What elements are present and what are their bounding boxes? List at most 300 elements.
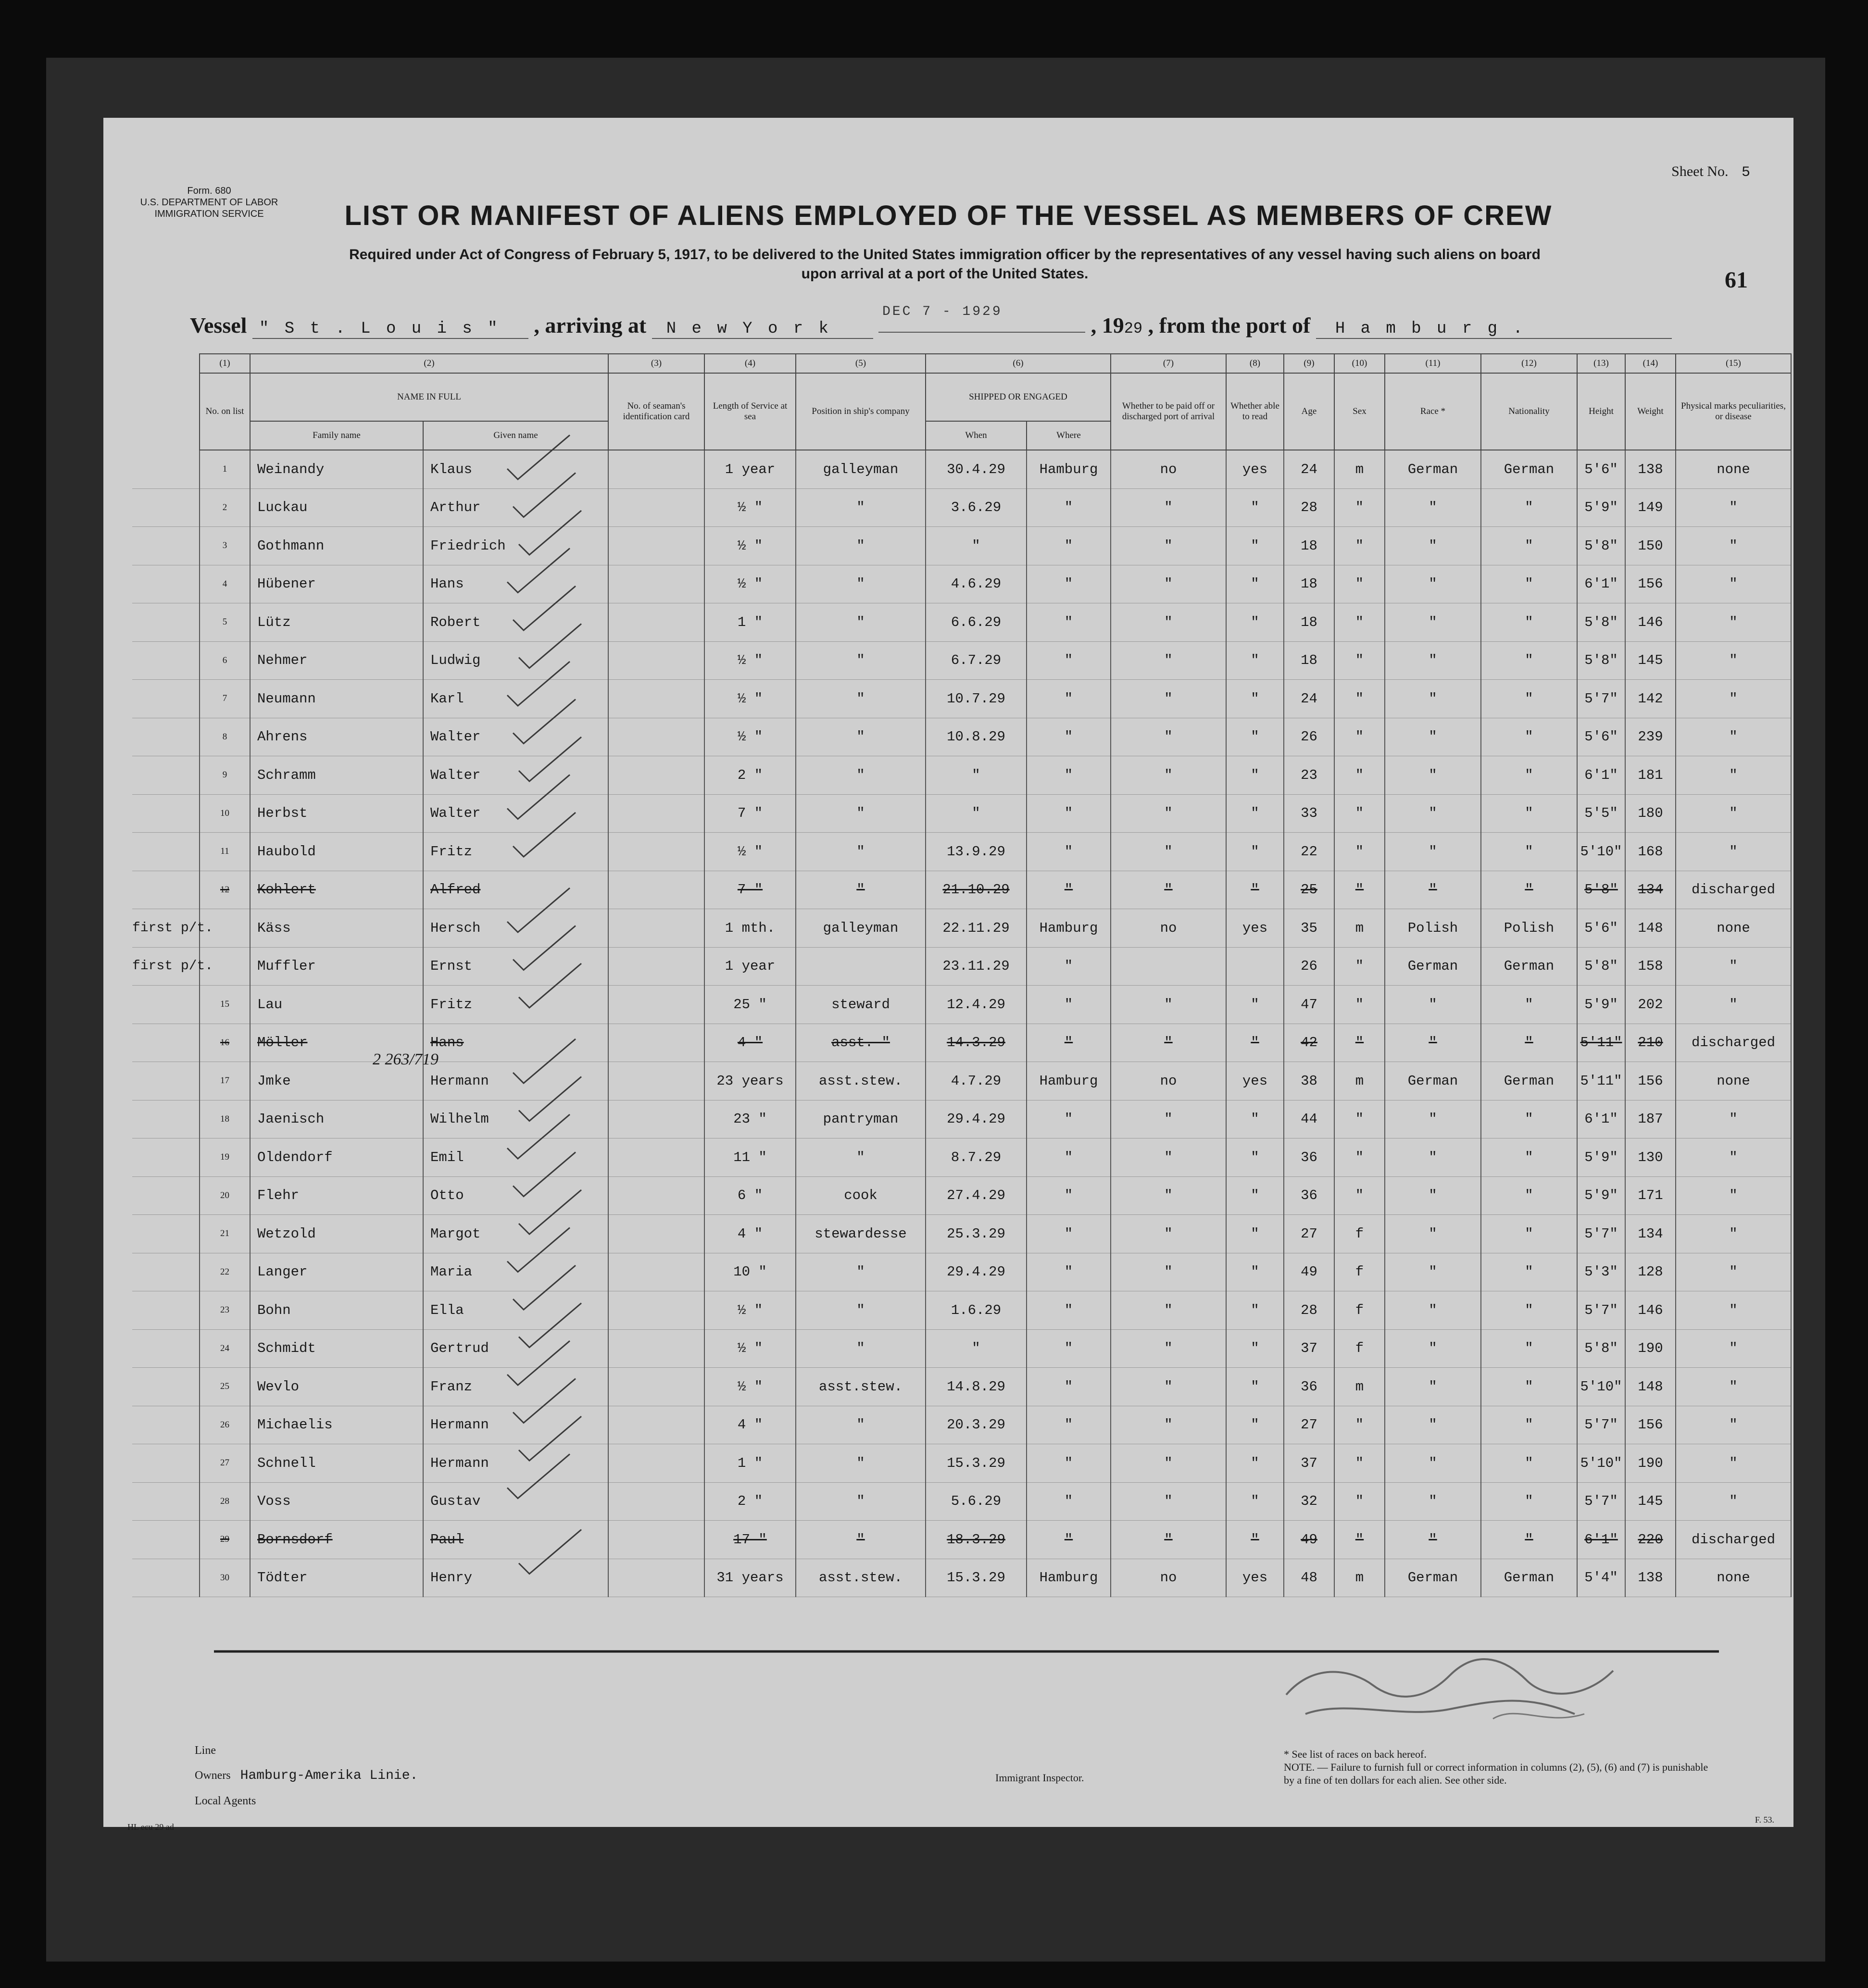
position: asst. ": [796, 1024, 926, 1062]
row-number: 26: [200, 1406, 250, 1444]
paid-off: ": [1111, 527, 1226, 565]
weight: 134: [1625, 871, 1676, 909]
race: ": [1385, 833, 1481, 871]
family-name: Bornsdorf: [250, 1521, 423, 1559]
length-of-service: 23 years: [704, 1062, 796, 1100]
sex: ": [1334, 603, 1385, 642]
col-7-header: Whether to be paid off or discharged port of arrival: [1111, 373, 1226, 450]
inspector-label: Immigrant Inspector.: [995, 1772, 1084, 1784]
paid-off: no: [1111, 1062, 1226, 1100]
family-name: Haubold: [250, 833, 423, 871]
family-name: Nehmer: [250, 641, 423, 680]
weight: 171: [1625, 1176, 1676, 1215]
able-to-read: ": [1226, 488, 1284, 527]
paid-off: no: [1111, 909, 1226, 948]
given-name: Walter: [423, 794, 608, 833]
position: ": [796, 718, 926, 756]
height: 5'7": [1577, 680, 1625, 718]
nationality: ": [1481, 794, 1577, 833]
race: ": [1385, 527, 1481, 565]
row-number: 1: [200, 450, 250, 488]
paid-off: ": [1111, 565, 1226, 603]
nationality: ": [1481, 1176, 1577, 1215]
age: 27: [1284, 1406, 1334, 1444]
shipped-where: ": [1027, 488, 1111, 527]
length-of-service: 23 ": [704, 1100, 796, 1138]
given-name: Hans: [423, 565, 608, 603]
shipped-when: 23.11.29: [926, 947, 1027, 986]
family-name: Jaenisch: [250, 1100, 423, 1138]
height: 5'10": [1577, 1444, 1625, 1483]
age: 36: [1284, 1368, 1334, 1406]
physical-marks: none: [1676, 1062, 1791, 1100]
family-name: Michaelis: [250, 1406, 423, 1444]
paid-off: ": [1111, 603, 1226, 642]
weight: 156: [1625, 565, 1676, 603]
physical-marks: ": [1676, 1482, 1791, 1521]
given-name: Fritz: [423, 833, 608, 871]
shipped-when: 4.7.29: [926, 1062, 1027, 1100]
row-number: 18: [200, 1100, 250, 1138]
arriving-label: , arriving at: [534, 313, 647, 338]
given-name: Margot: [423, 1215, 608, 1253]
weight: 134: [1625, 1215, 1676, 1253]
weight: 210: [1625, 1024, 1676, 1062]
paid-off: ": [1111, 1406, 1226, 1444]
given-name: Hermann: [423, 1062, 608, 1100]
length-of-service: 2 ": [704, 756, 796, 795]
weight: 148: [1625, 1368, 1676, 1406]
row-number: 19: [200, 1138, 250, 1177]
race: ": [1385, 1024, 1481, 1062]
col-10-number: (10): [1334, 354, 1385, 373]
paid-off: ": [1111, 680, 1226, 718]
shipped-when: 3.6.29: [926, 488, 1027, 527]
age: 49: [1284, 1521, 1334, 1559]
weight: 168: [1625, 833, 1676, 871]
weight: 187: [1625, 1100, 1676, 1138]
able-to-read: ": [1226, 1100, 1284, 1138]
sex: ": [1334, 1138, 1385, 1177]
race: ": [1385, 871, 1481, 909]
col-1-number: (1): [200, 354, 250, 373]
age: 36: [1284, 1176, 1334, 1215]
able-to-read: ": [1226, 986, 1284, 1024]
shipped-when: 18.3.29: [926, 1521, 1027, 1559]
length-of-service: ½ ": [704, 488, 796, 527]
length-of-service: 7 ": [704, 871, 796, 909]
length-of-service: ½ ": [704, 680, 796, 718]
family-name: Weinandy: [250, 450, 423, 488]
length-of-service: 31 years: [704, 1559, 796, 1597]
col-12-header: Nationality: [1481, 373, 1577, 450]
length-of-service: 1 ": [704, 1444, 796, 1483]
sex: ": [1334, 756, 1385, 795]
given-name: Ernst: [423, 947, 608, 986]
age: 28: [1284, 488, 1334, 527]
col-12-number: (12): [1481, 354, 1577, 373]
height: 5'8": [1577, 1329, 1625, 1368]
sex: ": [1334, 947, 1385, 986]
shipped-where: ": [1027, 527, 1111, 565]
sex: m: [1334, 1062, 1385, 1100]
height: 5'8": [1577, 527, 1625, 565]
paid-off: ": [1111, 871, 1226, 909]
height: 5'10": [1577, 833, 1625, 871]
shipped-when: 15.3.29: [926, 1559, 1027, 1597]
given-name: Robert: [423, 603, 608, 642]
shipped-where: ": [1027, 1215, 1111, 1253]
age: 48: [1284, 1559, 1334, 1597]
paid-off: ": [1111, 1521, 1226, 1559]
given-name: Gustav: [423, 1482, 608, 1521]
race: ": [1385, 718, 1481, 756]
sex: ": [1334, 1100, 1385, 1138]
form-number: Form. 680: [187, 186, 231, 196]
race: Polish: [1385, 909, 1481, 948]
length-of-service: ½ ": [704, 1329, 796, 1368]
length-of-service: 4 ": [704, 1406, 796, 1444]
weight: 150: [1625, 527, 1676, 565]
physical-marks: discharged: [1676, 871, 1791, 909]
height: 5'8": [1577, 871, 1625, 909]
vessel-name: " S t . L o u i s ": [252, 320, 528, 339]
position: asst.stew.: [796, 1368, 926, 1406]
given-name: Hermann: [423, 1444, 608, 1483]
footnote-races: * See list of races on back hereof.: [1284, 1748, 1427, 1760]
given-name: Henry: [423, 1559, 608, 1597]
race: ": [1385, 1176, 1481, 1215]
form-code: F. 53.: [1755, 1815, 1774, 1825]
able-to-read: ": [1226, 1291, 1284, 1330]
sex: ": [1334, 1176, 1385, 1215]
physical-marks: ": [1676, 947, 1791, 986]
family-name: Ahrens: [250, 718, 423, 756]
shipped-where: Hamburg: [1027, 450, 1111, 488]
able-to-read: ": [1226, 794, 1284, 833]
length-of-service: 1 mth.: [704, 909, 796, 948]
given-name: Hermann: [423, 1406, 608, 1444]
age: 25: [1284, 871, 1334, 909]
weight: 138: [1625, 450, 1676, 488]
row-number: 27: [200, 1444, 250, 1483]
able-to-read: ": [1226, 565, 1284, 603]
position: cook: [796, 1176, 926, 1215]
race: German: [1385, 450, 1481, 488]
position: ": [796, 1138, 926, 1177]
height: 5'5": [1577, 794, 1625, 833]
able-to-read: ": [1226, 1215, 1284, 1253]
given-name: Paul: [423, 1521, 608, 1559]
sex: ": [1334, 488, 1385, 527]
row-number: 23: [200, 1291, 250, 1330]
nationality: ": [1481, 1406, 1577, 1444]
col-5-header: Position in ship's company: [796, 373, 926, 450]
sex: ": [1334, 1482, 1385, 1521]
family-name: Neumann: [250, 680, 423, 718]
row-number: 25: [200, 1368, 250, 1406]
position: ": [796, 1406, 926, 1444]
height: 5'7": [1577, 1482, 1625, 1521]
shipped-where: ": [1027, 1329, 1111, 1368]
family-name: Oldendorf: [250, 1138, 423, 1177]
sheet-number-value: 5: [1741, 164, 1750, 181]
height: 5'6": [1577, 909, 1625, 948]
col-3-header: No. of seaman's identification card: [608, 373, 704, 450]
able-to-read: ": [1226, 680, 1284, 718]
paid-off: ": [1111, 1368, 1226, 1406]
physical-marks: ": [1676, 1329, 1791, 1368]
shipped-where: Hamburg: [1027, 1559, 1111, 1597]
line-label: Line: [195, 1744, 216, 1757]
race: ": [1385, 756, 1481, 795]
age: 38: [1284, 1062, 1334, 1100]
family-name: Jmke: [250, 1062, 423, 1100]
physical-marks: ": [1676, 603, 1791, 642]
sex: ": [1334, 527, 1385, 565]
height: 5'9": [1577, 1138, 1625, 1177]
weight: 138: [1625, 1559, 1676, 1597]
length-of-service: ½ ": [704, 833, 796, 871]
able-to-read: ": [1226, 603, 1284, 642]
sex: ": [1334, 986, 1385, 1024]
col-7-number: (7): [1111, 354, 1226, 373]
weight: 145: [1625, 1482, 1676, 1521]
able-to-read: yes: [1226, 909, 1284, 948]
race: ": [1385, 565, 1481, 603]
race: ": [1385, 1521, 1481, 1559]
shipped-where: ": [1027, 756, 1111, 795]
physical-marks: discharged: [1676, 1521, 1791, 1559]
weight: 180: [1625, 794, 1676, 833]
age: 47: [1284, 986, 1334, 1024]
shipped-when: 10.7.29: [926, 680, 1027, 718]
paid-off: ": [1111, 1215, 1226, 1253]
position: ": [796, 833, 926, 871]
physical-marks: ": [1676, 1215, 1791, 1253]
from-label: , from the port of: [1148, 313, 1311, 338]
shipped-when: 13.9.29: [926, 833, 1027, 871]
physical-marks: ": [1676, 1291, 1791, 1330]
length-of-service: 6 ": [704, 1176, 796, 1215]
physical-marks: ": [1676, 527, 1791, 565]
family-name: Voss: [250, 1482, 423, 1521]
position: ": [796, 603, 926, 642]
age: 18: [1284, 603, 1334, 642]
vessel-label: Vessel: [190, 313, 247, 338]
shipped-where: ": [1027, 1368, 1111, 1406]
paid-off: ": [1111, 1291, 1226, 1330]
page-title: LIST OR MANIFEST OF ALIENS EMPLOYED OF THE VESSEL AS MEMBERS OF CREW: [344, 200, 1553, 231]
row-number: 12: [200, 871, 250, 909]
shipped-where: ": [1027, 1176, 1111, 1215]
stamp-number: 61: [1725, 267, 1748, 293]
age: 36: [1284, 1138, 1334, 1177]
family-name: Tödter: [250, 1559, 423, 1597]
row-number: 10: [200, 794, 250, 833]
shipped-when: 8.7.29: [926, 1138, 1027, 1177]
weight: 148: [1625, 909, 1676, 948]
length-of-service: ½ ": [704, 641, 796, 680]
shipped-when: 14.8.29: [926, 1368, 1027, 1406]
col-13-header: Height: [1577, 373, 1625, 450]
given-name: Ludwig: [423, 641, 608, 680]
paid-off: ": [1111, 1024, 1226, 1062]
row-number: 7: [200, 680, 250, 718]
closing-line: [103, 118, 1793, 1827]
nationality: ": [1481, 1368, 1577, 1406]
race: ": [1385, 1368, 1481, 1406]
row-number: 8: [200, 718, 250, 756]
footnote: [1284, 1748, 1717, 1787]
col-6-header: SHIPPED OR ENGAGED: [926, 373, 1111, 421]
inspector-signature: [1277, 1642, 1642, 1733]
position: galleyman: [796, 450, 926, 488]
weight: 190: [1625, 1329, 1676, 1368]
race: ": [1385, 1291, 1481, 1330]
able-to-read: ": [1226, 1253, 1284, 1291]
weight: 158: [1625, 947, 1676, 986]
shipped-where: ": [1027, 1100, 1111, 1138]
sex: ": [1334, 1444, 1385, 1483]
service-name: IMMIGRATION SERVICE: [154, 209, 264, 219]
length-of-service: ½ ": [704, 718, 796, 756]
position: ": [796, 641, 926, 680]
row-number: 15: [200, 986, 250, 1024]
sex: f: [1334, 1329, 1385, 1368]
paid-off: ": [1111, 1176, 1226, 1215]
race: ": [1385, 680, 1481, 718]
shipped-where: ": [1027, 603, 1111, 642]
physical-marks: ": [1676, 718, 1791, 756]
nationality: ": [1481, 641, 1577, 680]
col-2-header: NAME IN FULL: [250, 373, 608, 421]
weight: 130: [1625, 1138, 1676, 1177]
position: ": [796, 871, 926, 909]
length-of-service: 17 ": [704, 1521, 796, 1559]
race: ": [1385, 1138, 1481, 1177]
given-name: Emil: [423, 1138, 608, 1177]
physical-marks: ": [1676, 565, 1791, 603]
shipped-when: 21.10.29: [926, 871, 1027, 909]
col-5-number: (5): [796, 354, 926, 373]
physical-marks: ": [1676, 1253, 1791, 1291]
height: 5'4": [1577, 1559, 1625, 1597]
shipped-where: ": [1027, 1482, 1111, 1521]
length-of-service: ½ ": [704, 1291, 796, 1330]
shipped-where: ": [1027, 1521, 1111, 1559]
position: ": [796, 1253, 926, 1291]
height: 5'10": [1577, 1368, 1625, 1406]
col-15-number: (15): [1676, 354, 1791, 373]
length-of-service: 2 ": [704, 1482, 796, 1521]
given-name: Walter: [423, 756, 608, 795]
col-6-number: (6): [926, 354, 1111, 373]
weight: 156: [1625, 1062, 1676, 1100]
race: ": [1385, 603, 1481, 642]
able-to-read: ": [1226, 527, 1284, 565]
position: asst.stew.: [796, 1062, 926, 1100]
subtitle-line-1: Required under Act of Congress of February 5, 1917, to be delivered to the United States immigration officer by the representatives of any vessel having such aliens on board: [349, 247, 1541, 263]
row-number: 22: [200, 1253, 250, 1291]
shipped-when: ": [926, 527, 1027, 565]
position: ": [796, 1521, 926, 1559]
margin-note: first p/t.: [132, 909, 200, 948]
able-to-read: yes: [1226, 450, 1284, 488]
race: ": [1385, 1482, 1481, 1521]
col-8-number: (8): [1226, 354, 1284, 373]
col-9-header: Age: [1284, 373, 1334, 450]
weight: 202: [1625, 986, 1676, 1024]
shipped-where: ": [1027, 794, 1111, 833]
age: 23: [1284, 756, 1334, 795]
shipped-where: ": [1027, 871, 1111, 909]
sex: m: [1334, 450, 1385, 488]
col-14-number: (14): [1625, 354, 1676, 373]
nationality: Polish: [1481, 909, 1577, 948]
family-name: Langer: [250, 1253, 423, 1291]
nationality: ": [1481, 527, 1577, 565]
age: 42: [1284, 1024, 1334, 1062]
race: ": [1385, 1253, 1481, 1291]
race: German: [1385, 1559, 1481, 1597]
col-13-number: (13): [1577, 354, 1625, 373]
departure-port: H a m b u r g .: [1316, 320, 1672, 339]
weight: 146: [1625, 1291, 1676, 1330]
paid-off: no: [1111, 1559, 1226, 1597]
paid-off: ": [1111, 1329, 1226, 1368]
nationality: ": [1481, 565, 1577, 603]
row-number: 17: [200, 1062, 250, 1100]
family-name: Muffler: [250, 947, 423, 986]
paid-off: ": [1111, 1138, 1226, 1177]
sex: f: [1334, 1215, 1385, 1253]
row-number: 4: [200, 565, 250, 603]
shipped-when: 14.3.29: [926, 1024, 1027, 1062]
sex: ": [1334, 718, 1385, 756]
weight: 239: [1625, 718, 1676, 756]
height: 6'1": [1577, 1100, 1625, 1138]
shipped-when: 5.6.29: [926, 1482, 1027, 1521]
weight: 146: [1625, 603, 1676, 642]
physical-marks: none: [1676, 1559, 1791, 1597]
col-9-number: (9): [1284, 354, 1334, 373]
height: 5'11": [1577, 1024, 1625, 1062]
able-to-read: ": [1226, 1368, 1284, 1406]
arrival-port: N e w Y o r k: [652, 320, 873, 339]
given-name: Karl: [423, 680, 608, 718]
age: 26: [1284, 718, 1334, 756]
col-4-number: (4): [704, 354, 796, 373]
race: ": [1385, 986, 1481, 1024]
given-name: Hans: [423, 1024, 608, 1062]
able-to-read: ": [1226, 756, 1284, 795]
family-name: Herbst: [250, 794, 423, 833]
sex: ": [1334, 1406, 1385, 1444]
nationality: ": [1481, 1024, 1577, 1062]
age: 44: [1284, 1100, 1334, 1138]
family-name: Flehr: [250, 1176, 423, 1215]
race: German: [1385, 947, 1481, 986]
shipped-when: 12.4.29: [926, 986, 1027, 1024]
race: ": [1385, 1406, 1481, 1444]
shipped-where: Hamburg: [1027, 1062, 1111, 1100]
given-name: Ella: [423, 1291, 608, 1330]
length-of-service: 4 ": [704, 1024, 796, 1062]
height: 5'3": [1577, 1253, 1625, 1291]
family-name: Schramm: [250, 756, 423, 795]
col-11-number: (11): [1385, 354, 1481, 373]
